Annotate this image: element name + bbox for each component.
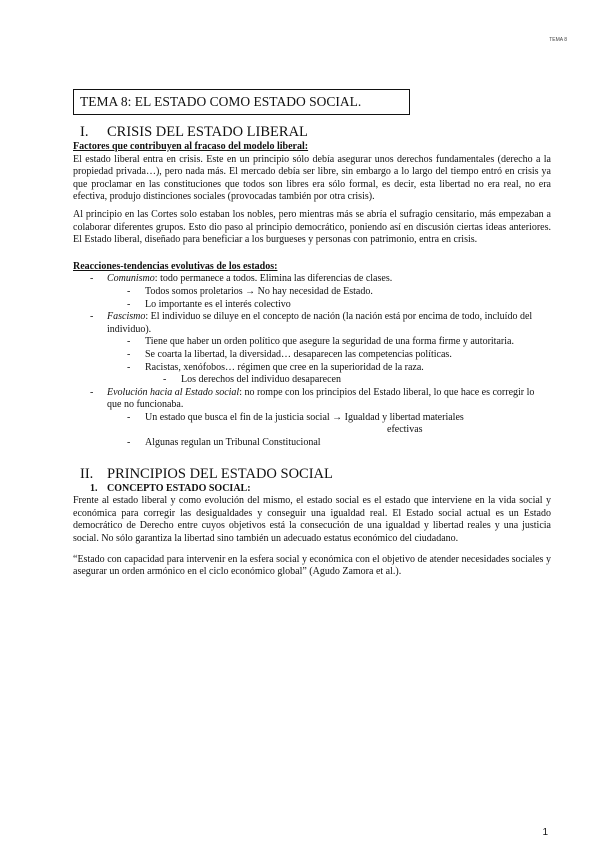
section1-heading-text: CRISIS DEL ESTADO LIBERAL xyxy=(107,124,308,140)
list-item: - Algunas regulan un Tribunal Constitucional xyxy=(73,437,551,450)
list-item-evolucion xyxy=(73,387,551,412)
list-item-fascismo xyxy=(73,311,551,336)
section1-paragraph-1: El estado liberal entra en crisis. Este en un principio sólo debía asegurar unos derechos fundamentales (derecho a la propiedad privada…), pero nada más. El mercado debía ser libre, sin embargo a lo largo del tiempo entró en crisis ya que proclamar en las constituciones que todos son libres era sólo formal, es decir, esta libertad no era real, no era efectiva, produjo distinciones sociales (provocadas también por otra crisis). xyxy=(73,153,551,203)
section2-heading xyxy=(73,466,551,483)
header-label: TEMA 8 xyxy=(549,37,567,43)
justice-line: Un estado que busca el fin de la justicia social → Igualdad y libertad materiales xyxy=(145,411,464,423)
concept-number: 1. xyxy=(90,482,98,494)
reactions-subtitle: Reacciones-tendencias evolutivas de los estados: xyxy=(73,260,278,272)
section2-heading-text: PRINCIPIOS DEL ESTADO SOCIAL xyxy=(107,465,333,482)
list-item: - Todos somos proletarios → No hay necesidad de Estado. xyxy=(73,286,551,299)
text-comunismo: : todo permanece a todos. Elimina las diferencias de clases. xyxy=(154,273,393,285)
reactions-list xyxy=(73,273,551,449)
list-item-comunismo xyxy=(73,273,551,286)
list-item: - Los derechos del individuo desaparecen xyxy=(73,374,551,387)
section2-quote: “Estado con capacidad para intervenir en la esfera social y económica con el objetivo de atender necesidades sociales y asegurar un orden armónico en el ciclo económico global” (Agudo Zamora et al.). xyxy=(73,553,551,578)
justice-line-continuation: efectivas xyxy=(387,424,423,436)
list-item: - Se coarta la libertad, la diversidad… desaparecen las competencias políticas. xyxy=(73,349,551,362)
factors-subtitle: Factores que contribuyen al fracaso del modelo liberal: xyxy=(73,141,309,152)
section1-heading xyxy=(73,124,551,141)
text-fascismo: : El individuo se diluye en el concepto de nación (la nación está por encima de todo, incluído del individuo). xyxy=(107,311,533,335)
section2-number: II. xyxy=(80,465,94,482)
document-body xyxy=(73,124,551,579)
list-item: - Lo importante es el interés colectivo xyxy=(73,299,551,312)
list-item: - Tiene que haber un orden político que asegure la seguridad de una forma firme y autoritaria. xyxy=(73,336,551,349)
concept-heading-text: CONCEPTO ESTADO SOCIAL: xyxy=(107,482,251,494)
term-comunismo: Comunismo xyxy=(107,273,155,285)
list-item xyxy=(73,412,551,437)
list-item: - Racistas, xenófobos… régimen que cree en la superioridad de la raza. xyxy=(73,362,551,375)
section1-number: I. xyxy=(80,124,89,140)
term-evolucion: Evolución hacia al Estado social xyxy=(107,386,240,398)
text-evolucion: : no rompe con los principios del Estado liberal, lo que hace es corregir lo que no funcionaba. xyxy=(107,386,535,411)
section1-paragraph-2: Al principio en las Cortes solo estaban los nobles, pero mientras más se abría el sufragio censitario, más empezaban a colaborar diferentes grupos. Esto dio paso al principio democrático, poniendo así en discusión ciertas ideas anteriores. El Estado liberal, diseñado para beneficiar a los burgueses y personas con patrimonio, entra en crisis. xyxy=(73,208,551,246)
section2-paragraph-1: Frente al estado liberal y como evolución del mismo, el estado social es el estado que interviene en la vida social y económica para corregir las desigualdades y conseguir una igualdad real. El Estado social actual es un Estado democrático de Derecho entre cuyos objetivos está la consecución de una igualdad y libertad reales y una justicia social. No sólo garantiza la libertad sino también un adecuado estatus económico del ciudadano. xyxy=(73,495,551,545)
page-number: 1 xyxy=(542,827,548,838)
term-fascismo: Fascismo xyxy=(107,311,146,323)
concept-subheading xyxy=(73,483,551,496)
document-title: TEMA 8: EL ESTADO COMO ESTADO SOCIAL. xyxy=(73,89,410,115)
